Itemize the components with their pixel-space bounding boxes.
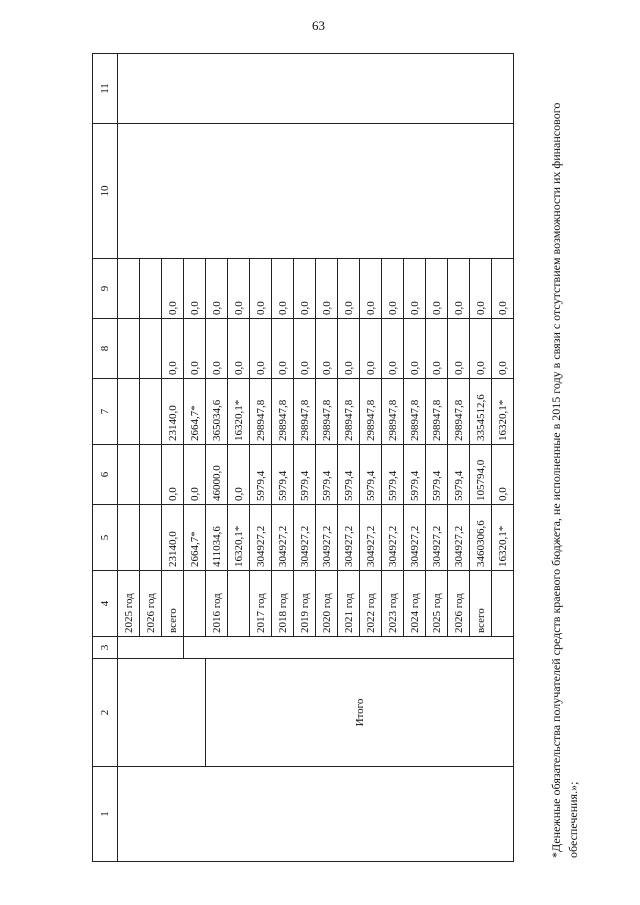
value-cell: 0,0 [338, 259, 360, 319]
value-cell: 304927,2 [448, 505, 470, 571]
value-cell: 5979,4 [250, 445, 272, 505]
column-number: 11 [93, 54, 118, 124]
value-cell: 5979,4 [316, 445, 338, 505]
value-cell: 298947,8 [404, 379, 426, 445]
value-cell: 304927,2 [272, 505, 294, 571]
value-cell: 0,0 [162, 445, 184, 505]
value-cell: 298947,8 [382, 379, 404, 445]
value-cell: 0,0 [272, 319, 294, 379]
value-cell: 0,0 [228, 259, 250, 319]
year-cell: 2020 год [316, 571, 338, 637]
year-cell [228, 571, 250, 637]
page-number: 63 [312, 18, 325, 33]
value-cell: 0,0 [206, 319, 228, 379]
column-number: 3 [93, 637, 118, 659]
value-cell: 304927,2 [250, 505, 272, 571]
value-cell: 0,0 [162, 259, 184, 319]
value-cell: 5979,4 [426, 445, 448, 505]
value-cell: 0,0 [492, 259, 514, 319]
year-cell: всего [470, 571, 492, 637]
value-cell: 304927,2 [404, 505, 426, 571]
column-number: 6 [93, 445, 118, 505]
column-number: 7 [93, 379, 118, 445]
value-cell [118, 319, 140, 379]
value-cell: 5979,4 [404, 445, 426, 505]
value-cell: 0,0 [360, 259, 382, 319]
value-cell: 298947,8 [294, 379, 316, 445]
footnote: *Денежные обязательства получателей средств краевого бюджета, не исполненные в 2015 году в связи с отсутствием возможности их финансового обеспечения.»; [549, 102, 580, 858]
value-cell: 298947,8 [316, 379, 338, 445]
value-cell: 5979,4 [338, 445, 360, 505]
value-cell: 0,0 [492, 445, 514, 505]
value-cell: 16320,1* [492, 505, 514, 571]
column-number-row [93, 54, 118, 862]
value-cell: 304927,2 [382, 505, 404, 571]
year-cell [184, 571, 206, 637]
table-row [118, 54, 140, 862]
value-cell: 5979,4 [272, 445, 294, 505]
value-cell: 23140,0 [162, 379, 184, 445]
value-cell: 0,0 [382, 319, 404, 379]
year-cell: 2022 год [360, 571, 382, 637]
value-cell: 2664,7* [184, 379, 206, 445]
column-number: 1 [93, 767, 118, 862]
value-cell: 46000,0 [206, 445, 228, 505]
value-cell: 0,0 [250, 259, 272, 319]
value-cell: 304927,2 [360, 505, 382, 571]
value-cell: 0,0 [492, 319, 514, 379]
rotated-page-content [0, 42, 640, 862]
value-cell: 0,0 [448, 259, 470, 319]
value-cell: 298947,8 [272, 379, 294, 445]
value-cell [118, 259, 140, 319]
column-number: 8 [93, 319, 118, 379]
value-cell: 365034,6 [206, 379, 228, 445]
year-cell: 2016 год [206, 571, 228, 637]
value-cell: 16320,1* [228, 379, 250, 445]
column-number: 5 [93, 505, 118, 571]
value-cell: 304927,2 [294, 505, 316, 571]
value-cell [140, 379, 162, 445]
value-cell: 0,0 [184, 259, 206, 319]
value-cell: 0,0 [426, 319, 448, 379]
value-cell: 5979,4 [448, 445, 470, 505]
value-cell: 23140,0 [162, 505, 184, 571]
year-cell: 2018 год [272, 571, 294, 637]
value-cell: 16320,1* [228, 505, 250, 571]
value-cell: 3354512,6 [470, 379, 492, 445]
value-cell: 298947,8 [360, 379, 382, 445]
value-cell: 0,0 [382, 259, 404, 319]
year-cell [492, 571, 514, 637]
value-cell: 0,0 [448, 319, 470, 379]
value-cell: 298947,8 [426, 379, 448, 445]
year-cell: 2025 год [118, 571, 140, 637]
value-cell: 0,0 [206, 259, 228, 319]
budget-table [92, 53, 514, 862]
itogo-label: Итого [206, 659, 514, 767]
value-cell: 298947,8 [338, 379, 360, 445]
value-cell: 298947,8 [250, 379, 272, 445]
value-cell: 0,0 [228, 445, 250, 505]
year-cell: 2025 год [426, 571, 448, 637]
value-cell: 304927,2 [338, 505, 360, 571]
cell-col-11 [118, 54, 514, 124]
value-cell: 5979,4 [382, 445, 404, 505]
value-cell [140, 505, 162, 571]
cell-col-3 [184, 637, 514, 659]
year-cell: 2024 год [404, 571, 426, 637]
value-cell: 105794,0 [470, 445, 492, 505]
value-cell: 0,0 [338, 319, 360, 379]
value-cell: 0,0 [404, 319, 426, 379]
column-number: 10 [93, 124, 118, 259]
value-cell [140, 259, 162, 319]
year-cell: 2019 год [294, 571, 316, 637]
value-cell [140, 445, 162, 505]
value-cell: 5979,4 [294, 445, 316, 505]
year-cell: 2026 год [140, 571, 162, 637]
value-cell: 3460306,6 [470, 505, 492, 571]
cell-col-10 [118, 124, 514, 259]
year-cell: 2023 год [382, 571, 404, 637]
cell-col-3 [118, 637, 184, 659]
value-cell: 5979,4 [360, 445, 382, 505]
value-cell: 298947,8 [448, 379, 470, 445]
value-cell: 0,0 [272, 259, 294, 319]
value-cell: 0,0 [316, 319, 338, 379]
value-cell: 0,0 [162, 319, 184, 379]
year-cell: 2021 год [338, 571, 360, 637]
year-cell: всего [162, 571, 184, 637]
value-cell [118, 505, 140, 571]
value-cell: 0,0 [316, 259, 338, 319]
year-cell: 2026 год [448, 571, 470, 637]
value-cell: 0,0 [360, 319, 382, 379]
value-cell: 0,0 [294, 259, 316, 319]
value-cell: 0,0 [470, 259, 492, 319]
value-cell: 0,0 [294, 319, 316, 379]
value-cell: 0,0 [184, 319, 206, 379]
value-cell: 0,0 [184, 445, 206, 505]
value-cell [118, 379, 140, 445]
year-cell: 2017 год [250, 571, 272, 637]
value-cell [118, 445, 140, 505]
value-cell: 0,0 [470, 319, 492, 379]
value-cell: 0,0 [250, 319, 272, 379]
column-number: 9 [93, 259, 118, 319]
value-cell: 411034,6 [206, 505, 228, 571]
value-cell: 304927,2 [316, 505, 338, 571]
value-cell: 0,0 [426, 259, 448, 319]
cell-col-1 [118, 767, 514, 862]
cell-col-2 [118, 659, 206, 767]
value-cell: 0,0 [228, 319, 250, 379]
value-cell: 304927,2 [426, 505, 448, 571]
table-body [118, 54, 514, 862]
value-cell: 16320,1* [492, 379, 514, 445]
value-cell [140, 319, 162, 379]
value-cell: 0,0 [404, 259, 426, 319]
column-number: 2 [93, 659, 118, 767]
value-cell: 2664,7* [184, 505, 206, 571]
column-number: 4 [93, 571, 118, 637]
